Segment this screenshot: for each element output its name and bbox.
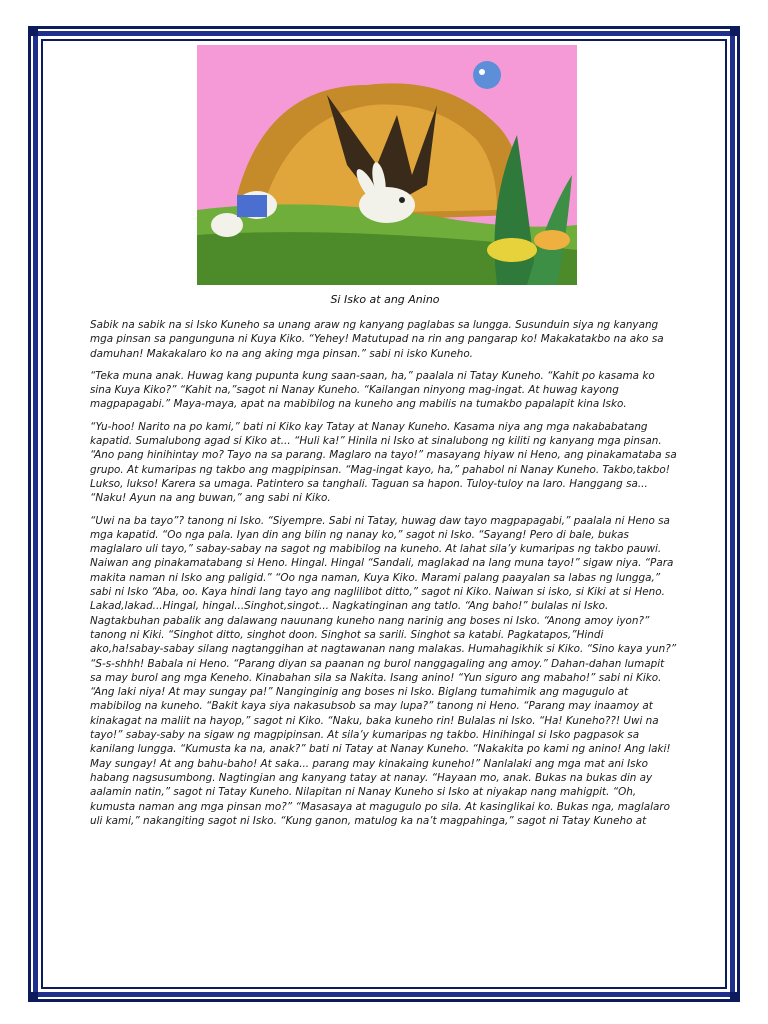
story-illustration [197, 45, 577, 285]
story-paragraph: “Yu-hoo! Narito na po kami,” bati ni Kiko kay Tatay at Nanay Kuneho. Kasama niya ang mga nakababatang kapatid. Sumalubong agad si Kiko at... “Huli ka!” Hinila ni Isko at sinalubong ng kiliti ng kanyang mga pinsan. “Ano pang hinihintay mo? Tayo na sa parang. Maglaro na tayo!” masayang hiyaw ni Heno, ang pinakamataba sa grupo. At kumaripas ng takbo ang magpipinsan. “Mag-ingat kayo, ha,” pahabol ni Nanay Kuneho. Takbo,takbo! Lukso, lukso! Karera sa umaga. Patintero sa tanghali. Taguan sa hapon. Tuloy-tuloy na laro. Hanggang sa... “Naku! Ayun na ang buwan,” ang sabi ni Kiko. [90, 420, 677, 505]
corner-ornament [28, 992, 38, 1002]
story-paragraph: Sabik na sabik na si Isko Kuneho sa unang araw ng kanyang paglabas sa lungga. Susunduin siya ng kanyang mga pinsan sa pangunguna ni Kuya Kiko. “Yehey! Matutupad na rin ang pangarap ko! Makakatakbo na ako sa damuhan! Makakalaro ko na ang aking mga pinsan.” sabi ni isko Kuneho. [90, 319, 664, 360]
corner-ornament [730, 26, 740, 36]
story-body [90, 318, 678, 836]
story-title: Si Isko at ang Anino [330, 293, 440, 306]
corner-ornament [28, 26, 38, 36]
story-paragraph: “Teka muna anak. Huwag kang pupunta kung saan-saan, ha,” paalala ni Tatay Kuneho. “Kahit po kasama ko sina Kuya Kiko?” “Kahit na,”sagot ni Nanay Kuneho. “Kailangan ninyong mag-ingat. At huwag kayong magpapagabi.” Maya-maya, apat na mabibilog na kuneho ang mabilis na tumakbo papalapit kina Isko. [90, 369, 655, 411]
story-paragraph: “Uwi na ba tayo”? tanong ni Isko. “Siyempre. Sabi ni Tatay, huwag daw tayo magpapagabi,” paalala ni Heno sa mga kapatid. “Oo nga pala. Iyan din ang bilin ng nanay ko,” sagot ni Isko. “Sayang! Pero di bale, bukas maglalaro uli tayo,” sabay-sabay na sagot ng mabibilog na kuneho. At lahat sila’y kumaripas ng takbo pauwi. Naiwan ang pinakamatabang si Heno. Hingal. Hingal “Sandali, maglakad na lang muna tayo!” sigaw niya. “Para makita naman ni Isko ang paligid.” “Oo nga naman, Kuya Kiko. Marami palang paayalan sa labas ng lungga,” sabi ni Isko “Aba, oo. Kaya hindi lang tayo ang naglilibot ditto,” sagot ni Kiko. Naiwan si isko, si Kiki at si Heno. Lakad,lakad...Hingal, hingal...Singhot,singot... Nagkatinginan ang tatlo. “Ang baho!” bulalas ni Isko. Nagtakbuhan pabalik ang dalawang nauunang kuneho nang narinig ang boses ni Isko. “Anong amoy iyon?” tanong ni Kiki. “Singhot ditto, singhot doon. Singhot sa sarili. Singhot sa katabi. Pagkatapos,”Hindi ako,ha!sabay-sabay silang nagtanggihan at nagtawanan nang malakas. Humahagikhik si Kiko. “Sino kaya yun?” “S-s-shhh! Babala ni Heno. “Parang diyan sa paanan ng burol nanggagaling ang amoy.” Dahan-dahan lumapit sa may burol ang mga Keneho. Kinabahan sila sa Nakita. Isang anino! “Yun siguro ang mabaho!” sabi ni Kiko. “Ang laki niya! At may sungay pa!” Nanginginig ang boses ni Isko. Biglang tumahimik ang magugulo at mabibilog na kuneho. “Bakit kaya siya nakasubsob sa may lupa?” tanong ni Heno. “Parang may inaamoy at kinakagat na maliit na hayop,” sagot ni Kiko. “Naku, baka kuneho rin! Bulalas ni Isko. “Ha! Kuneho??! Uwi na tayo!” sabay-saby na sigaw ng magpipinsan. At sila’y kumaripas ng takbo. Hinihingal si Isko pagpasok sa kanilang lungga. “Kumusta ka na, anak?” bati ni Tatay at Nanay Kuneho. “Nakakita po kami ng anino! Ang laki! May sungay! At ang bahu-baho! At saka... parang may kinakaing kuneho!” Nanlalaki ang mga mat ani Isko habang nagsusumbong. Nagtingian ang kanyang tatay at nanay. “Hayaan mo, anak. Bukas na bukas din ay aalamin natin,” sagot ni Tatay Kuneho. Nilapitan ni Nanay Kuneho si Isko at niyakap nang mahigpit. “Oh, kumusta naman ang mga pinsan mo?” “Masasaya at magugulo po sila. At kasinglikai ko. Bukas nga, maglalaro uli kami,” nakangiting sagot ni Isko. “Kung ganon, matulog ka na’t magpahinga,” sagot ni Tatay Kuneho at [90, 514, 677, 827]
corner-ornament [730, 992, 740, 1002]
